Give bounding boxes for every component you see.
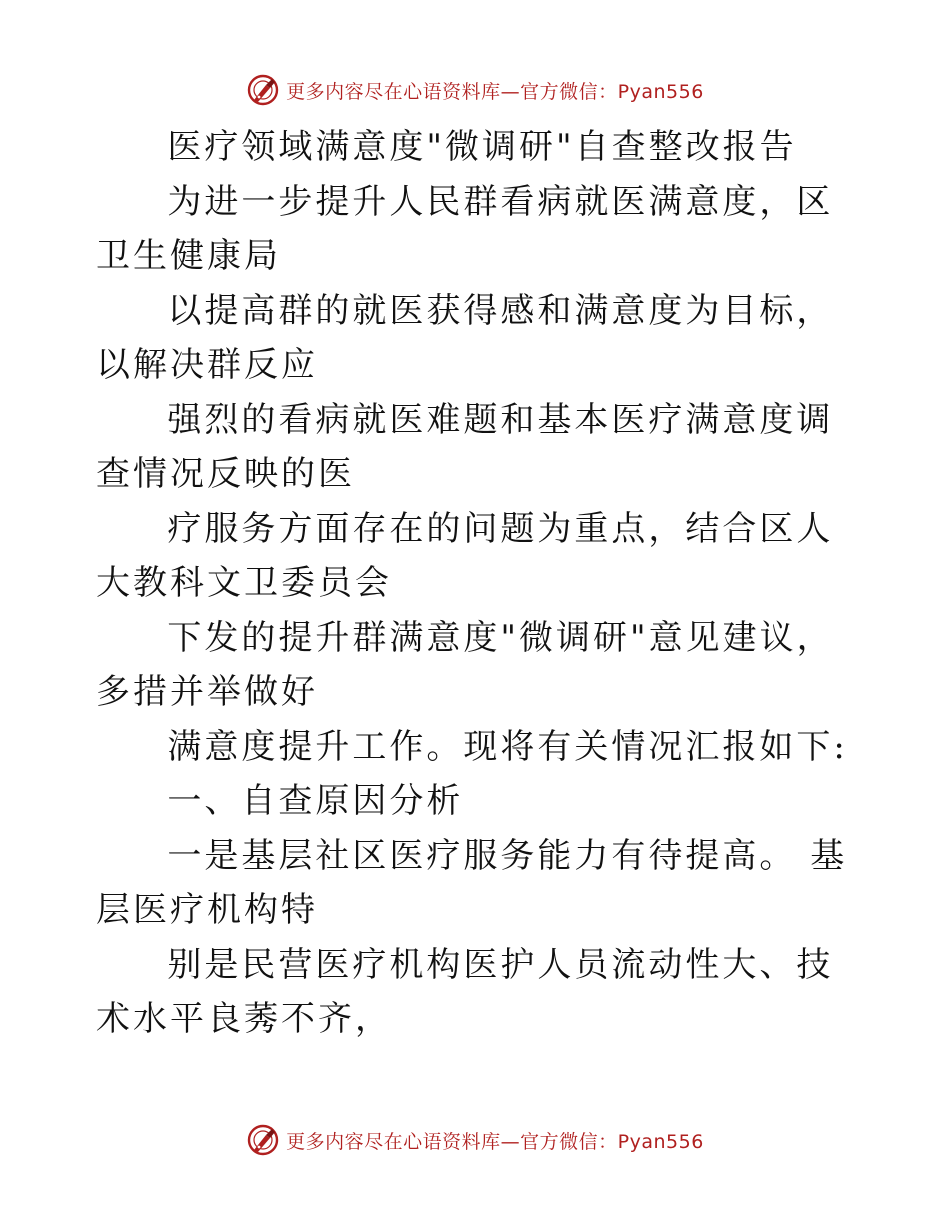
document-title: 医疗领域满意度"微调研"自查整改报告 (167, 127, 797, 167)
paragraph: 别是民营医疗机构医护人员流动性大、技术水平良莠不齐， (96, 944, 834, 1039)
paragraph: 疗服务方面存在的问题为重点，结合区人大教科文卫委员会 (96, 508, 834, 603)
section-heading: 一、自查原因分析 (167, 781, 464, 821)
paragraph: 以提高群的就医获得感和满意度为目标，以解决群反应 (96, 290, 834, 385)
paragraph: 下发的提升群满意度"微调研"意见建议，多措并举做好 (96, 617, 834, 712)
document-body (96, 120, 856, 1047)
paragraph: 一是基层社区医疗服务能力有待提高。 基层医疗机构特 (96, 835, 848, 930)
paragraph: 满意度提升工作。现将有关情况汇报如下: (167, 726, 848, 767)
paragraph: 强烈的看病就医难题和基本医疗满意度调查情况反映的医 (96, 399, 834, 494)
fountain-pen-circle-icon (246, 73, 280, 107)
banner-text: 更多内容尽在心语资料库—官方微信：Pyan556 (286, 80, 704, 103)
fountain-pen-circle-icon (246, 1123, 280, 1157)
banner-text: 更多内容尽在心语资料库—官方微信：Pyan556 (286, 1130, 704, 1153)
paragraph: 为进一步提升人民群看病就医满意度，区卫生健康局 (96, 181, 834, 276)
footer-banner[interactable] (0, 1120, 950, 1160)
header-banner[interactable] (0, 70, 950, 110)
